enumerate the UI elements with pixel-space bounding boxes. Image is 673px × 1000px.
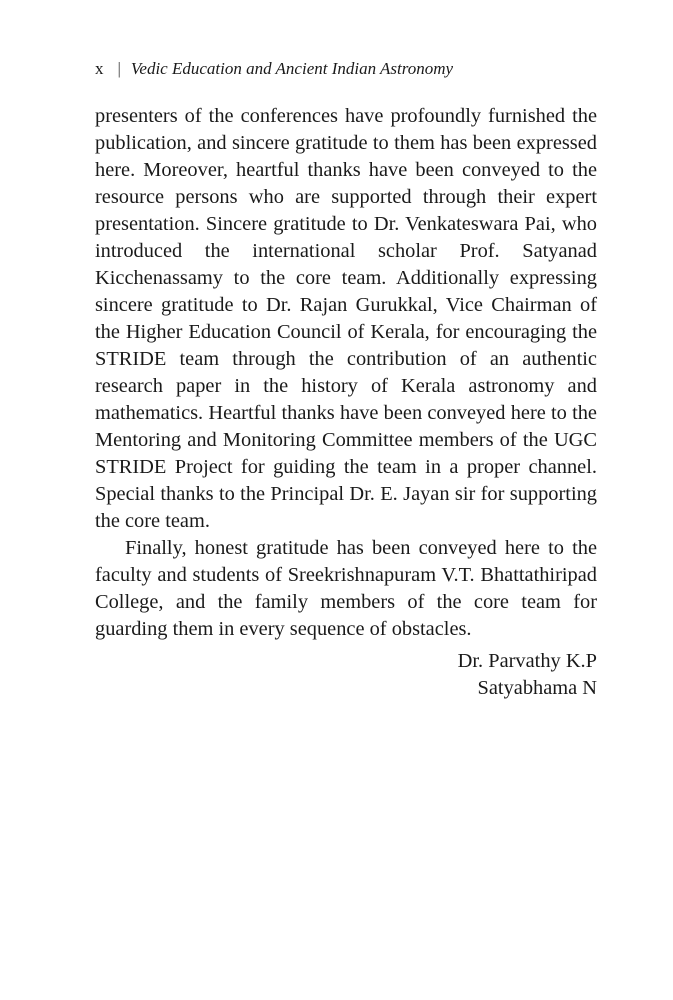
signature-block bbox=[458, 648, 597, 702]
paragraph-final: Finally, honest gratitude has been conveyed here to the faculty and students of Sreekrishnapuram V.T. Bhattathiripad College, and the family members of the core team for guarding them in every sequence of obstacles. bbox=[95, 537, 597, 640]
signatory-name: Dr. Parvathy K.P bbox=[457, 650, 597, 672]
page-number: x bbox=[95, 59, 104, 78]
running-head bbox=[95, 58, 453, 80]
signatory-name: Satyabhama N bbox=[477, 677, 597, 699]
paragraph-continued: presenters of the conferences have profoundly furnished the publication, and sincere gratitude to them has been expressed here. Moreover, heartful thanks have been conveyed to the resource persons who are supported through their expert presentation. Sincere gratitude to Dr. Venkateswara Pai, who introduced the international scholar Prof. Satyanad Kicchenassamy to the core team. Additionally expressing sincere gratitude to Dr. Rajan Gurukkal, Vice Chairman of the Higher Education Council of Kerala, for encouraging the STRIDE team through the contribution of an authentic research paper in the history of Kerala astronomy and mathematics. Heartful thanks have been conveyed here to the Mentoring and Monitoring Committee members of the UGC STRIDE Project for guiding the team in a proper channel. Special thanks to the Principal Dr. E. Jayan sir for supporting the core team. bbox=[95, 105, 597, 532]
book-title: Vedic Education and Ancient Indian Astronomy bbox=[130, 59, 454, 78]
header-separator: | bbox=[117, 59, 121, 78]
body-text bbox=[95, 103, 597, 643]
